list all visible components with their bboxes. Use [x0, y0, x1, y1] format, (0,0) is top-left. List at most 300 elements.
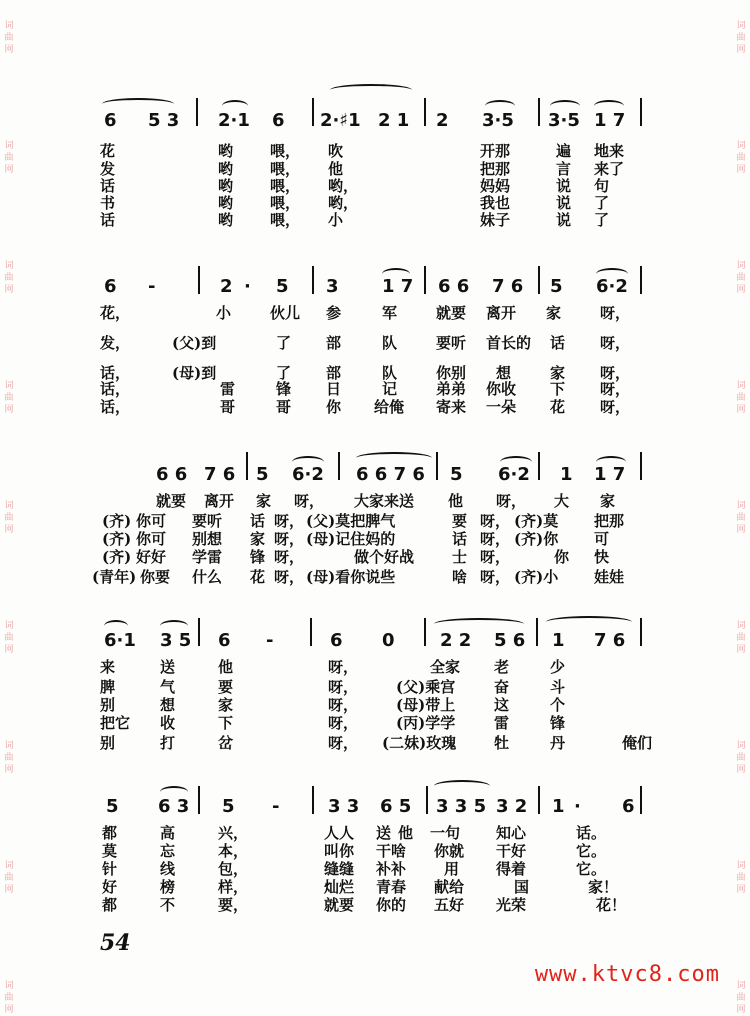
slur [434, 618, 524, 630]
slur [102, 98, 174, 110]
lyric: 了 [276, 364, 292, 382]
slur [434, 780, 490, 792]
lyric: 针 [102, 860, 118, 878]
lyric: 喂， [270, 142, 301, 160]
lyric: 说 [556, 194, 572, 212]
lyric: 高 [160, 824, 176, 842]
lyric: 呀， [480, 568, 511, 586]
note: 1 [552, 630, 565, 651]
note: 3 3 5 [436, 796, 487, 817]
lyric-line [100, 396, 660, 416]
note: 7 6 [204, 464, 236, 485]
note: · [574, 796, 581, 817]
note: 6 [272, 110, 285, 131]
lyric-line [100, 332, 660, 352]
margin-stamp: 词 曲 网 [4, 741, 14, 775]
lyric: 哥 [220, 398, 236, 416]
right-margin-stamps [734, 0, 748, 1015]
lyric: (母)带上 [396, 696, 456, 714]
margin-stamp: 词 曲 网 [4, 381, 14, 415]
lyric: 哟 [218, 177, 234, 195]
margin-stamp: 词 曲 网 [736, 501, 746, 535]
note: 6 3 [158, 796, 190, 817]
lyric: 来 [100, 658, 116, 676]
slur [356, 452, 432, 464]
lyric: 给俺 [374, 398, 405, 416]
lyric: 哟 [218, 160, 234, 178]
lyric: 要， [218, 896, 249, 914]
lyric: 一句 [430, 824, 461, 842]
lyric: 开那 [480, 142, 511, 160]
note: - [272, 796, 280, 817]
lyric-line [100, 209, 660, 229]
lyric: 雷 [494, 714, 510, 732]
lyric: 他 [448, 492, 464, 510]
lyric: (父)到 [172, 334, 217, 352]
lyric: 发， [100, 334, 131, 352]
lyric: 队 [382, 364, 398, 382]
lyric: 哟， [328, 177, 359, 195]
lyric-line [100, 712, 660, 732]
note: 5 [106, 796, 119, 817]
note: 5 [222, 796, 235, 817]
lyric: 花 [250, 568, 266, 586]
margin-stamp: 词 曲 网 [736, 381, 746, 415]
lyric: 喂， [270, 194, 301, 212]
lyric: 想 [496, 364, 512, 382]
lyric: 要 [218, 678, 234, 696]
note: 5 [450, 464, 463, 485]
note: 1 7 [594, 110, 626, 131]
lyric: 少 [550, 658, 566, 676]
note: · [244, 276, 251, 297]
lyric: 话 [550, 334, 566, 352]
lyric-line [100, 546, 660, 566]
lyric: 部 [326, 334, 342, 352]
lyric: 线 [160, 860, 176, 878]
note: 1 7 [594, 464, 626, 485]
lyric-line [100, 140, 660, 160]
lyric: 做个好战 [354, 548, 415, 566]
lyric: 遍 [556, 142, 572, 160]
lyric: 你可 [136, 530, 167, 548]
lyric: 把那 [480, 160, 511, 178]
note: 7 6 [594, 630, 626, 651]
lyric: 家！ [588, 878, 619, 896]
note: 6 6 [438, 276, 470, 297]
note: 3 3 [328, 796, 360, 817]
lyric: 脾 [100, 678, 116, 696]
note: 6 5 [380, 796, 412, 817]
note-line [100, 276, 660, 300]
lyric-line [100, 694, 660, 714]
lyric: 就要 [156, 492, 187, 510]
lyric: 话 [100, 211, 116, 229]
lyric: 话， [100, 364, 131, 382]
note: 5 6 [494, 630, 526, 651]
note: 6 [218, 630, 231, 651]
lyric: 锋 [250, 548, 266, 566]
lyric: 了 [594, 211, 610, 229]
lyric: 别 [100, 696, 116, 714]
lyric: 收 [160, 714, 176, 732]
lyric: 全家 [430, 658, 461, 676]
lyric: (齐)小 [514, 568, 559, 586]
margin-stamp: 词 曲 网 [4, 141, 14, 175]
lyric: 要听 [436, 334, 467, 352]
lyric: 小 [216, 304, 232, 322]
margin-stamp: 词 曲 网 [4, 501, 14, 535]
lyric: 下 [550, 380, 566, 398]
note: 3 [326, 276, 339, 297]
lyric: 下 [218, 714, 234, 732]
lyric: 莫 [102, 842, 118, 860]
lyric: (母)看你说些 [306, 568, 396, 586]
lyric: 呀， [480, 548, 511, 566]
note: 3·5 [482, 110, 514, 131]
lyric: 他 [398, 824, 414, 842]
note: 2·1 [218, 110, 250, 131]
lyric: 牡 [494, 734, 510, 752]
lyric: 呀， [274, 568, 305, 586]
lyric: 队 [382, 334, 398, 352]
lyric-line [100, 894, 660, 914]
note: 0 [382, 630, 395, 651]
lyric: 个 [550, 696, 566, 714]
lyric: 花 [100, 142, 116, 160]
lyric: 学雷 [192, 548, 223, 566]
note: 5 [276, 276, 289, 297]
lyric: 话 [452, 530, 468, 548]
lyric: 首长的 [486, 334, 532, 352]
lyric: 发 [100, 160, 116, 178]
lyric: 一朵 [486, 398, 517, 416]
lyric: 家 [218, 696, 234, 714]
note: 5 3 [148, 110, 180, 131]
lyric: 你的 [376, 896, 407, 914]
lyric: 娃娃 [594, 568, 625, 586]
margin-stamp: 词 曲 网 [736, 261, 746, 295]
lyric: 哟 [218, 142, 234, 160]
lyric: (母)到 [172, 364, 217, 382]
margin-stamp: 词 曲 网 [4, 981, 14, 1015]
lyric: 家 [600, 492, 616, 510]
lyric: 国 [514, 878, 530, 896]
lyric: 寄来 [436, 398, 467, 416]
lyric: 书 [100, 194, 116, 212]
lyric: 呀， [600, 398, 631, 416]
lyric: 献给 [434, 878, 465, 896]
lyric: 它。 [576, 860, 607, 878]
lyric: 呀， [274, 512, 305, 530]
note: 6 [104, 110, 117, 131]
lyric: 补补 [376, 860, 407, 878]
lyric: 记 [382, 380, 398, 398]
lyric: 呀， [328, 658, 359, 676]
note-line [100, 630, 660, 654]
lyric: 兴， [218, 824, 249, 842]
lyric: 话 [100, 177, 116, 195]
lyric: 呀， [274, 530, 305, 548]
lyric: 说 [556, 211, 572, 229]
lyric: 家 [550, 364, 566, 382]
lyric: 样， [218, 878, 249, 896]
margin-stamp: 词 曲 网 [4, 261, 14, 295]
lyric: 哟 [218, 194, 234, 212]
lyric: 想 [160, 696, 176, 714]
lyric: 他 [328, 160, 344, 178]
lyric: 要 [452, 512, 468, 530]
lyric: 家 [546, 304, 562, 322]
lyric: 了 [276, 334, 292, 352]
lyric: 把那 [594, 512, 625, 530]
lyric: (丙)学学 [396, 714, 456, 732]
lyric: 呀， [600, 364, 631, 382]
lyric: 花 [550, 398, 566, 416]
margin-stamp: 词 曲 网 [736, 741, 746, 775]
note-line [100, 110, 660, 134]
note: 2 [436, 110, 449, 131]
lyric: 话， [100, 380, 131, 398]
lyric: 雷 [220, 380, 236, 398]
lyric: 花， [100, 304, 131, 322]
lyric: 花！ [596, 896, 627, 914]
lyric: 本， [218, 842, 249, 860]
lyric: 呀， [274, 548, 305, 566]
margin-stamp: 词 曲 网 [736, 621, 746, 655]
lyric: 快 [594, 548, 610, 566]
lyric-line [100, 528, 660, 548]
lyric: 你要 [140, 568, 171, 586]
note: 6·2 [292, 464, 324, 485]
lyric: 士 [452, 548, 468, 566]
lyric: 干啥 [376, 842, 407, 860]
lyric: 家 [256, 492, 272, 510]
lyric: 喂， [270, 177, 301, 195]
lyric: 大家来送 [354, 492, 415, 510]
lyric: 妹子 [480, 211, 511, 229]
lyric: 打 [160, 734, 176, 752]
margin-stamp: 词 曲 网 [4, 861, 14, 895]
lyric: 我也 [480, 194, 511, 212]
lyric: 不 [160, 896, 176, 914]
note: 6 [622, 796, 635, 817]
lyric: 你收 [486, 380, 517, 398]
slur [546, 616, 632, 628]
lyric: 五好 [434, 896, 465, 914]
lyric: 包， [218, 860, 249, 878]
lyric: 呀， [600, 304, 631, 322]
lyric: 呀， [328, 696, 359, 714]
lyric: (青年) [92, 568, 137, 586]
slur [330, 84, 412, 96]
lyric: 呀， [294, 492, 325, 510]
lyric: 都 [102, 824, 118, 842]
lyric: 呀， [328, 678, 359, 696]
lyric: 好好 [136, 548, 167, 566]
lyric: 光荣 [496, 896, 527, 914]
lyric: 大 [554, 492, 570, 510]
page-number: 54 [100, 930, 131, 956]
lyric-line [100, 822, 660, 842]
lyric: 灿烂 [324, 878, 355, 896]
lyric: 话 [250, 512, 266, 530]
lyric: 就要 [324, 896, 355, 914]
lyric-line [92, 566, 660, 586]
lyric: 送 [376, 824, 392, 842]
lyric: 来了 [594, 160, 625, 178]
lyric: 伙儿 [270, 304, 301, 322]
lyric: 奋 [494, 678, 510, 696]
lyric: 俺们 [622, 734, 653, 752]
lyric: 你 [326, 398, 342, 416]
lyric-line [100, 656, 660, 676]
lyric: 呀， [480, 530, 511, 548]
lyric: (齐)莫 [514, 512, 559, 530]
lyric: 小 [328, 211, 344, 229]
lyric: 呀， [600, 334, 631, 352]
note: 6·1 [104, 630, 136, 651]
lyric: 送 [160, 658, 176, 676]
lyric-line [100, 510, 660, 530]
lyric: 你别 [436, 364, 467, 382]
left-margin-stamps [2, 0, 16, 1015]
note: 6 [104, 276, 117, 297]
lyric: 话， [100, 398, 131, 416]
lyric: (齐) [102, 548, 132, 566]
lyric-line [100, 490, 660, 510]
lyric: 青春 [376, 878, 407, 896]
lyric: 干好 [496, 842, 527, 860]
lyric: 缝缝 [324, 860, 355, 878]
lyric: 呀， [480, 512, 511, 530]
lyric-line [100, 840, 660, 860]
lyric: 别 [100, 734, 116, 752]
lyric: 呀， [496, 492, 527, 510]
lyric: (齐)你 [514, 530, 559, 548]
lyric-line [100, 876, 660, 896]
lyric: 这 [494, 696, 510, 714]
note: 6 6 [156, 464, 188, 485]
lyric: 离开 [486, 304, 517, 322]
margin-stamp: 词 曲 网 [736, 141, 746, 175]
lyric: 军 [382, 304, 398, 322]
lyric: 把它 [100, 714, 131, 732]
lyric: 斗 [550, 678, 566, 696]
lyric: 好 [102, 878, 118, 896]
lyric-line [100, 378, 660, 398]
lyric: 叫你 [324, 842, 355, 860]
lyric: 锋 [276, 380, 292, 398]
lyric: 知心 [496, 824, 527, 842]
lyric: (父)莫把脾气 [306, 512, 396, 530]
lyric: 喂， [270, 211, 301, 229]
lyric: 得着 [496, 860, 527, 878]
lyric: 弟弟 [436, 380, 467, 398]
lyric: 忘 [160, 842, 176, 860]
lyric: 呀， [328, 714, 359, 732]
lyric: 呀， [600, 380, 631, 398]
lyric: 妈妈 [480, 177, 511, 195]
lyric-line [100, 676, 660, 696]
lyric: 用 [444, 860, 460, 878]
note-line [100, 796, 660, 820]
lyric-line [100, 302, 660, 322]
lyric: 说 [556, 177, 572, 195]
lyric: 什么 [192, 568, 223, 586]
note: 1 7 [382, 276, 414, 297]
note: 3·5 [548, 110, 580, 131]
note: 5 [550, 276, 563, 297]
note: 1 [552, 796, 565, 817]
lyric-line [100, 858, 660, 878]
margin-stamp: 词 曲 网 [736, 21, 746, 55]
lyric: 气 [160, 678, 176, 696]
lyric: 你可 [136, 512, 167, 530]
lyric: 部 [326, 364, 342, 382]
note: 7 6 [492, 276, 524, 297]
lyric: 呀， [328, 734, 359, 752]
note: 6 [330, 630, 343, 651]
lyric: 哟， [328, 194, 359, 212]
note: 5 [256, 464, 269, 485]
lyric: 言 [556, 160, 572, 178]
lyric: 老 [494, 658, 510, 676]
lyric: 哥 [276, 398, 292, 416]
lyric: 你 [554, 548, 570, 566]
margin-stamp: 词 曲 网 [736, 981, 746, 1015]
lyric: 离开 [204, 492, 235, 510]
lyric: 参 [326, 304, 342, 322]
lyric: 哟 [218, 211, 234, 229]
lyric: 了 [594, 194, 610, 212]
note: 6 6 7 6 [356, 464, 425, 485]
margin-stamp: 词 曲 网 [4, 21, 14, 55]
lyric: 话。 [576, 824, 607, 842]
lyric: 啥 [452, 568, 468, 586]
note: 2 2 [440, 630, 472, 651]
note-line [100, 464, 660, 488]
lyric: (齐) [102, 530, 132, 548]
lyric: (二妹)玫瑰 [382, 734, 457, 752]
lyric: 喂， [270, 160, 301, 178]
note: 6·2 [596, 276, 628, 297]
lyric: 它。 [576, 842, 607, 860]
lyric: 地来 [594, 142, 625, 160]
lyric: (齐) [102, 512, 132, 530]
site-watermark: www.ktvc8.com [534, 962, 720, 987]
lyric: 别想 [192, 530, 223, 548]
lyric: 家 [250, 530, 266, 548]
lyric: 岔 [218, 734, 234, 752]
note: - [266, 630, 274, 651]
lyric: 榜 [160, 878, 176, 896]
lyric: 人人 [324, 824, 355, 842]
lyric: 就要 [436, 304, 467, 322]
margin-stamp: 词 曲 网 [736, 861, 746, 895]
note: - [148, 276, 156, 297]
lyric: 你就 [434, 842, 465, 860]
lyric-line [100, 732, 660, 752]
lyric: 可 [594, 530, 610, 548]
lyric: 都 [102, 896, 118, 914]
lyric: 句 [594, 177, 610, 195]
lyric: 吹 [328, 142, 344, 160]
note: 3 5 [160, 630, 192, 651]
note: 2·♯1 [320, 110, 361, 131]
lyric: (父)乘宫 [396, 678, 456, 696]
lyric: 日 [326, 380, 342, 398]
